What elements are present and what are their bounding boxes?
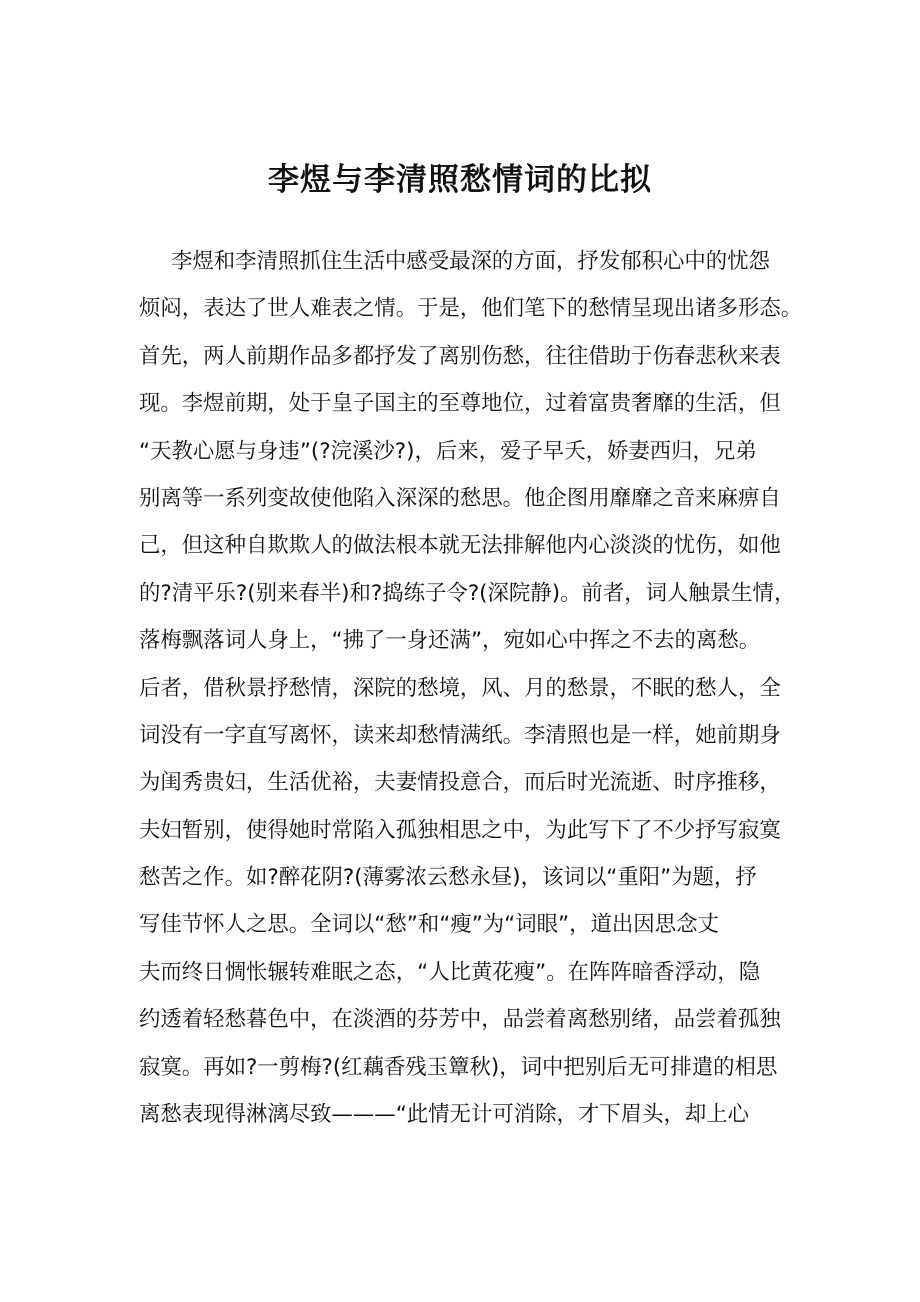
document-body: [139, 238, 803, 1138]
body-line: 现。李煜前期，处于皇子国主的至尊地位，过着富贵奢靡的生活，但: [139, 391, 781, 417]
document-title: 李煜与李清照愁情词的比拟: [268, 162, 652, 198]
body-line: 己，但这种自欺欺人的做法根本就无法排解他内心淡淡的忧伤，如他: [139, 533, 781, 559]
body-line: 落梅飘落词人身上，“拂了一身还满”，宛如心中挥之不去的离愁。: [139, 628, 761, 654]
body-line: 首先，两人前期作品多都抒发了离别伤愁，往往借助于伤春悲秋来表: [139, 343, 781, 369]
body-line: 李煜和李清照抓住生活中感受最深的方面，抒发郁积心中的忧怨: [171, 249, 770, 274]
body-line: 的?清平乐?(别来春半)和?捣练子令?(深院静)。前者，词人触景生情，: [139, 580, 796, 606]
body-line: 寂寞。再如?一剪梅?(红藕香残玉簟秋)，词中把别后无可排遣的相思: [139, 1054, 778, 1080]
body-line: 夫而终日惆怅辗转难眠之态，“人比黄花瘦”。在阵阵暗香浮动，隐: [139, 959, 761, 985]
body-line: 别离等一系列变故使他陷入深深的愁思。他企图用靡靡之音来麻痹自: [139, 485, 781, 511]
body-line: 词没有一字直写离怀，读来却愁情满纸。李清照也是一样，她前期身: [139, 722, 781, 748]
body-line: “天教心愿与身违”(?浣溪沙?)，后来，爱子早夭，娇妻西归，兄弟: [139, 438, 757, 464]
body-line: 约透着轻愁暮色中，在淡酒的芬芳中，品尝着离愁别绪，品尝着孤独: [139, 1007, 781, 1033]
body-line: 烦闷，表达了世人难表之情。于是，他们笔下的愁情呈现出诸多形态。: [139, 296, 803, 322]
body-line: 愁苦之作。如?醉花阴?(薄雾浓云愁永昼)，该词以“重阳”为题，抒: [139, 865, 757, 891]
body-line: 夫妇暂别，使得她时常陷入孤独相思之中，为此写下了不少抒写寂寞: [139, 817, 781, 843]
body-line: 后者，借秋景抒愁情，深院的愁境，风、月的愁景，不眠的愁人，全: [139, 675, 781, 701]
body-line: 为闺秀贵妇，生活优裕，夫妻情投意合，而后时光流逝、时序推移，: [139, 770, 781, 796]
body-line: 写佳节怀人之思。全词以“愁”和“瘦”为“词眼”，道出因思念丈: [139, 912, 719, 938]
body-line: 离愁表现得淋漓尽致———“此情无计可消除，才下眉头，却上心: [139, 1102, 750, 1128]
